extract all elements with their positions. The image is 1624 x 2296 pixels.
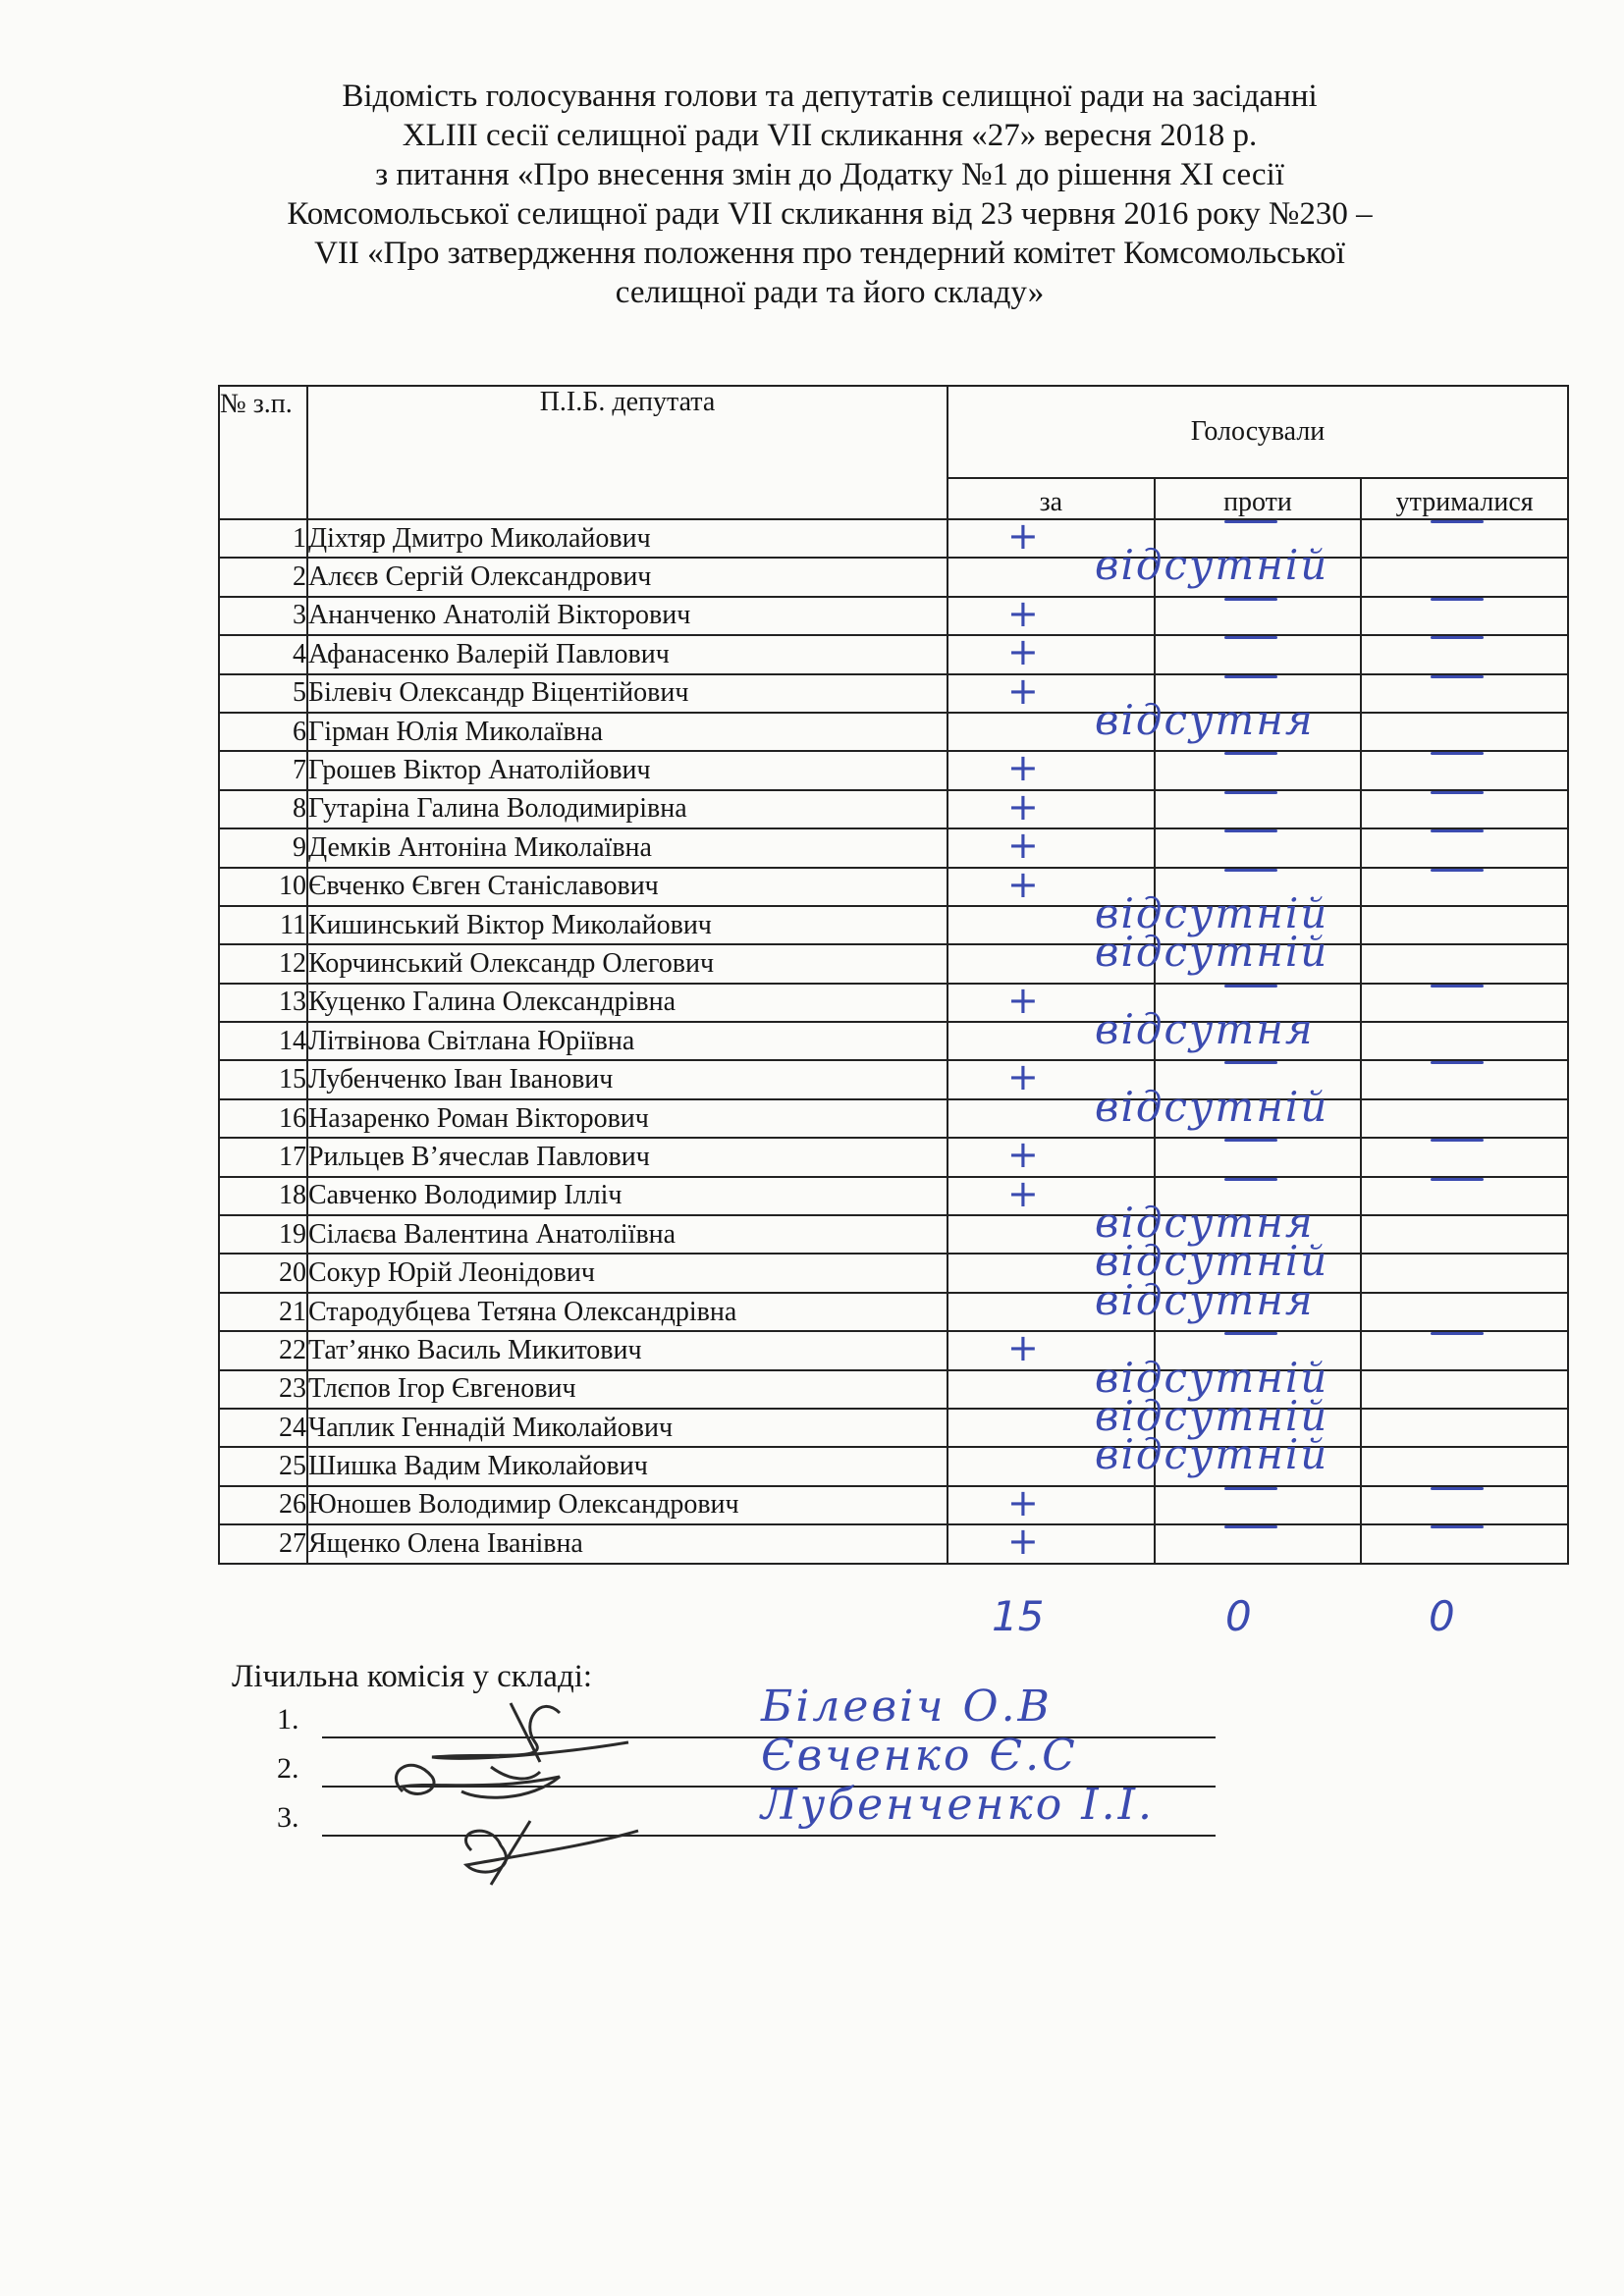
- dash-mark-icon: [1224, 791, 1277, 794]
- absent-handwritten-note: відсутній: [1095, 1237, 1329, 1286]
- plus-mark-icon: +: [1007, 784, 1039, 828]
- vote-cell-abstained: [1361, 597, 1568, 635]
- table-row: [219, 1293, 1568, 1331]
- title-line: з питання «Про внесення змін до Додатку №1 до рішення XI сесії: [375, 157, 1284, 192]
- deputy-name: Рильцев В’ячеслав Павлович: [307, 1138, 947, 1176]
- row-number: 2: [219, 558, 307, 596]
- plus-mark-icon: +: [1007, 591, 1039, 635]
- table-row: [219, 790, 1568, 828]
- vote-cell-against: [1155, 790, 1362, 828]
- row-number: 8: [219, 790, 307, 828]
- column-header-abstained: утрималися: [1361, 478, 1568, 519]
- vote-cell-abstained: [1361, 558, 1568, 596]
- table-row: [219, 635, 1568, 673]
- table-row: [219, 944, 1568, 983]
- row-number: 18: [219, 1177, 307, 1215]
- table-row: [219, 868, 1568, 906]
- vote-cell-abstained: [1361, 906, 1568, 944]
- commission-member-name: Лубенченко І.І.: [761, 1780, 1155, 1830]
- row-number: 7: [219, 751, 307, 789]
- dash-mark-icon: [1224, 675, 1277, 678]
- vote-cell-against: [1155, 597, 1362, 635]
- row-number: 15: [219, 1060, 307, 1098]
- vote-cell-against: [1155, 1138, 1362, 1176]
- vote-cell-abstained: [1361, 1138, 1568, 1176]
- dash-mark-icon: [1431, 520, 1484, 523]
- dash-mark-icon: [1224, 1061, 1277, 1064]
- counting-commission-label: Лічильна комісія у складі:: [232, 1659, 593, 1694]
- row-number: 5: [219, 674, 307, 713]
- dash-mark-icon: [1431, 1487, 1484, 1490]
- dash-mark-icon: [1224, 1525, 1277, 1528]
- absent-handwritten-note: відсутній: [1095, 928, 1329, 977]
- deputy-name: Ананченко Анатолій Вікторович: [307, 597, 947, 635]
- absent-handwritten-note: відсутня: [1095, 1275, 1315, 1324]
- plus-mark-icon: +: [1007, 668, 1039, 713]
- absent-handwritten-note: відсутній: [1095, 1082, 1329, 1131]
- plus-mark-icon: +: [1007, 1480, 1039, 1524]
- dash-mark-icon: [1431, 675, 1484, 678]
- row-number: 23: [219, 1370, 307, 1409]
- title-line: VII «Про затвердження положення про тендерний комітет Комсомольської: [314, 236, 1345, 271]
- table-row: [219, 1215, 1568, 1254]
- table-row: [219, 1409, 1568, 1447]
- row-number: 9: [219, 828, 307, 867]
- deputy-name: Стародубцева Тетяна Олександрівна: [307, 1293, 947, 1331]
- deputy-name: Лубенченко Іван Іванович: [307, 1060, 947, 1098]
- total-for: 15: [992, 1592, 1045, 1640]
- deputy-name: Корчинський Олександр Олегович: [307, 944, 947, 983]
- dash-mark-icon: [1431, 752, 1484, 755]
- vote-cell-for: [947, 1520, 1155, 1564]
- title-line: Комсомольської селищної ради VII скликання від 23 червня 2016 року №230 –: [287, 196, 1373, 232]
- column-header-name: П.І.Б. депутата: [307, 386, 947, 519]
- deputy-name: Афанасенко Валерій Павлович: [307, 635, 947, 673]
- table-row: [219, 713, 1568, 751]
- table-row: [219, 1060, 1568, 1098]
- table-row: [219, 906, 1568, 944]
- deputy-name: Грошев Віктор Анатолійович: [307, 751, 947, 789]
- title-line: селищної ради та його складу»: [615, 275, 1045, 310]
- plus-mark-icon: +: [1007, 630, 1039, 674]
- table-row: [219, 751, 1568, 789]
- table-row: [219, 1447, 1568, 1485]
- deputy-name: Кишинський Віктор Миколайович: [307, 906, 947, 944]
- vote-cell-for: [947, 746, 1155, 790]
- commission-member-number: 2.: [277, 1752, 299, 1785]
- row-number: 14: [219, 1022, 307, 1060]
- absent-handwritten-note: відсутній: [1095, 541, 1329, 590]
- plus-mark-icon: +: [1007, 1326, 1039, 1370]
- dash-mark-icon: [1431, 636, 1484, 639]
- deputy-name: Савченко Володимир Ілліч: [307, 1177, 947, 1215]
- dash-mark-icon: [1224, 636, 1277, 639]
- vote-cell-for: [947, 630, 1155, 674]
- plus-mark-icon: +: [1007, 978, 1039, 1022]
- plus-mark-icon: +: [1007, 1520, 1039, 1564]
- table-row: [219, 1370, 1568, 1409]
- vote-cell-abstained: [1361, 1099, 1568, 1138]
- row-number: 25: [219, 1447, 307, 1485]
- dash-mark-icon: [1224, 598, 1277, 601]
- absent-handwritten-note: відсутня: [1095, 695, 1315, 744]
- table-row: [219, 519, 1568, 558]
- vote-cell-against: [1155, 1524, 1362, 1563]
- dash-mark-icon: [1224, 985, 1277, 988]
- row-number: 27: [219, 1524, 307, 1563]
- title-line: XLIII сесії селищної ради VII скликання «27» вересня 2018 р.: [402, 118, 1258, 153]
- plus-mark-icon: +: [1007, 1171, 1039, 1215]
- dash-mark-icon: [1431, 1332, 1484, 1335]
- vote-cell-abstained: [1361, 828, 1568, 867]
- deputy-name: Сокур Юрій Леонідович: [307, 1254, 947, 1292]
- table-row: [219, 1486, 1568, 1524]
- dash-mark-icon: [1431, 985, 1484, 988]
- vote-cell-abstained: [1361, 1409, 1568, 1447]
- absent-handwritten-note: відсутній: [1095, 1430, 1329, 1479]
- deputy-name: Літвінова Світлана Юріївна: [307, 1022, 947, 1060]
- row-number: 26: [219, 1486, 307, 1524]
- deputy-name: Ященко Олена Іванівна: [307, 1524, 947, 1563]
- vote-cell-abstained: [1361, 1177, 1568, 1215]
- vote-cell-abstained: [1361, 868, 1568, 906]
- signature-scribbles: [373, 1683, 785, 1890]
- dash-mark-icon: [1224, 752, 1277, 755]
- row-number: 19: [219, 1215, 307, 1254]
- dash-mark-icon: [1431, 869, 1484, 872]
- vote-cell-abstained: [1361, 1370, 1568, 1409]
- commission-member-number: 1.: [277, 1703, 299, 1735]
- row-number: 20: [219, 1254, 307, 1292]
- vote-cell-abstained: [1361, 519, 1568, 558]
- vote-cell-for: [947, 591, 1155, 635]
- deputy-name: Діхтяр Дмитро Миколайович: [307, 519, 947, 558]
- voting-table: [218, 385, 1569, 1565]
- dash-mark-icon: [1224, 829, 1277, 832]
- column-header-voted: Голосували: [947, 386, 1568, 478]
- vote-cell-against: [1155, 635, 1362, 673]
- row-number: 13: [219, 984, 307, 1022]
- deputy-name: Алєєв Сергій Олександрович: [307, 558, 947, 596]
- vote-cell-abstained: [1361, 1331, 1568, 1369]
- vote-cell-against: [1155, 828, 1362, 867]
- column-header-number: № з.п.: [219, 386, 307, 519]
- table-row: [219, 1099, 1568, 1138]
- deputy-name: Шишка Вадим Миколайович: [307, 1447, 947, 1485]
- total-against: 0: [1225, 1592, 1252, 1640]
- vote-cell-for: [947, 1133, 1155, 1177]
- dash-mark-icon: [1431, 791, 1484, 794]
- vote-cell-abstained: [1361, 1060, 1568, 1098]
- plus-mark-icon: +: [1007, 862, 1039, 906]
- table-row: [219, 1254, 1568, 1292]
- absent-handwritten-note: відсутній: [1095, 1391, 1329, 1440]
- vote-cell-abstained: [1361, 1215, 1568, 1254]
- dash-mark-icon: [1224, 1332, 1277, 1335]
- row-number: 24: [219, 1409, 307, 1447]
- row-number: 16: [219, 1099, 307, 1138]
- vote-cell-abstained: [1361, 944, 1568, 983]
- table-row: [219, 828, 1568, 867]
- deputy-name: Гутаріна Галина Володимирівна: [307, 790, 947, 828]
- vote-cell-abstained: [1361, 751, 1568, 789]
- table-row: [219, 1177, 1568, 1215]
- row-number: 12: [219, 944, 307, 983]
- vote-cell-for: [947, 784, 1155, 828]
- vote-cell-abstained: [1361, 790, 1568, 828]
- dash-mark-icon: [1224, 520, 1277, 523]
- dash-mark-icon: [1224, 1178, 1277, 1181]
- vote-cell-abstained: [1361, 674, 1568, 713]
- vote-cell-abstained: [1361, 635, 1568, 673]
- table-row: [219, 1524, 1568, 1563]
- column-header-against: проти: [1155, 478, 1362, 519]
- absent-handwritten-note: відсутній: [1095, 1353, 1329, 1402]
- plus-mark-icon: +: [1007, 746, 1039, 790]
- table-row: [219, 597, 1568, 635]
- row-number: 22: [219, 1331, 307, 1369]
- commission-member-name: Білевіч О.В: [761, 1682, 1053, 1732]
- dash-mark-icon: [1224, 1139, 1277, 1142]
- vote-cell-abstained: [1361, 984, 1568, 1022]
- vote-cell-for: [947, 1480, 1155, 1524]
- row-number: 1: [219, 519, 307, 558]
- deputy-name: Тлєпов Ігор Євгенович: [307, 1370, 947, 1409]
- vote-cell-abstained: [1361, 713, 1568, 751]
- deputy-name: Юношев Володимир Олександрович: [307, 1486, 947, 1524]
- dash-mark-icon: [1431, 1061, 1484, 1064]
- vote-cell-against: [1155, 751, 1362, 789]
- row-number: 3: [219, 597, 307, 635]
- table-row: [219, 1022, 1568, 1060]
- vote-cell-abstained: [1361, 1486, 1568, 1524]
- dash-mark-icon: [1431, 829, 1484, 832]
- deputy-name: Тат’янко Василь Микитович: [307, 1331, 947, 1369]
- vote-cell-for: [947, 824, 1155, 868]
- plus-mark-icon: +: [1007, 1133, 1039, 1177]
- table-row: [219, 674, 1568, 713]
- dash-mark-icon: [1431, 598, 1484, 601]
- plus-mark-icon: +: [1007, 514, 1039, 558]
- absent-handwritten-note: відсутня: [1095, 1199, 1315, 1248]
- row-number: 17: [219, 1138, 307, 1176]
- document-title: [226, 77, 1434, 312]
- table-row: [219, 1331, 1568, 1369]
- commission-member-number: 3.: [277, 1801, 299, 1834]
- deputy-name: Назаренко Роман Вікторович: [307, 1099, 947, 1138]
- vote-cell-abstained: [1361, 1254, 1568, 1292]
- total-abstained: 0: [1429, 1592, 1455, 1640]
- commission-member-name: Євченко Є.С: [761, 1731, 1078, 1781]
- absent-handwritten-note: відсутня: [1095, 1005, 1315, 1054]
- vote-cell-abstained: [1361, 1022, 1568, 1060]
- table-row: [219, 984, 1568, 1022]
- plus-mark-icon: +: [1007, 1055, 1039, 1099]
- column-header-for: за: [947, 478, 1155, 519]
- vote-cell-abstained: [1361, 1293, 1568, 1331]
- absent-handwritten-note: відсутній: [1095, 888, 1329, 937]
- dash-mark-icon: [1431, 1525, 1484, 1528]
- deputy-name: Гірман Юлія Миколаївна: [307, 713, 947, 751]
- dash-mark-icon: [1224, 869, 1277, 872]
- row-number: 10: [219, 868, 307, 906]
- row-number: 4: [219, 635, 307, 673]
- deputy-name: Білевіч Олександр Віцентійович: [307, 674, 947, 713]
- dash-mark-icon: [1431, 1139, 1484, 1142]
- deputy-name: Євченко Євген Станіславович: [307, 868, 947, 906]
- table-row: [219, 558, 1568, 596]
- dash-mark-icon: [1431, 1178, 1484, 1181]
- row-number: 21: [219, 1293, 307, 1331]
- table-row: [219, 1138, 1568, 1176]
- dash-mark-icon: [1224, 1487, 1277, 1490]
- vote-cell-against: [1155, 1486, 1362, 1524]
- vote-cell-abstained: [1361, 1447, 1568, 1485]
- deputy-name: Сілаєва Валентина Анатоліївна: [307, 1215, 947, 1254]
- title-line: Відомість голосування голови та депутатів селищної ради на засіданні: [342, 79, 1318, 114]
- vote-cell-abstained: [1361, 1524, 1568, 1563]
- row-number: 11: [219, 906, 307, 944]
- row-number: 6: [219, 713, 307, 751]
- plus-mark-icon: +: [1007, 824, 1039, 868]
- deputy-name: Демків Антоніна Миколаївна: [307, 828, 947, 867]
- deputy-name: Чаплик Геннадій Миколайович: [307, 1409, 947, 1447]
- deputy-name: Куценко Галина Олександрівна: [307, 984, 947, 1022]
